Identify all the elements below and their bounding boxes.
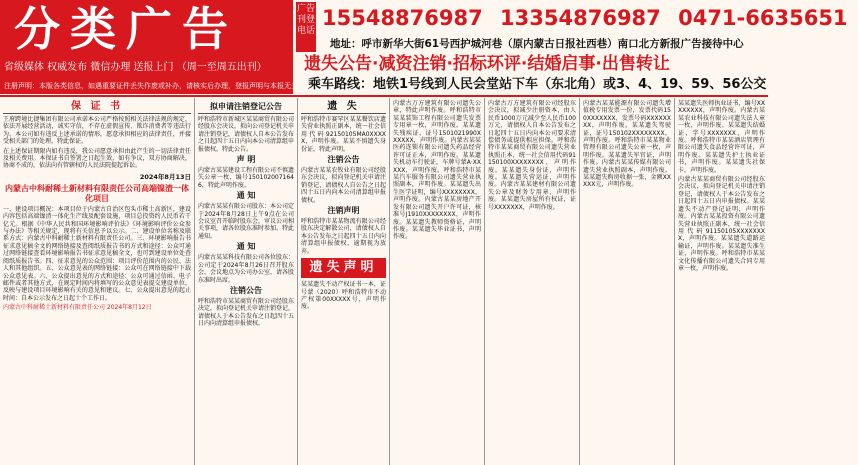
phone-number-1[interactable]: 15548876987	[322, 6, 483, 30]
notice-text: 内蒙古某某能源有限公司遗失增值税专用发票一份，发票代码150XXXXXXX，发票号码XXXXXXXX，声明作废。某某遗失驾驶证，证号150102XXXXXXXX，声明作废。呼和浩特市某某物业管理有限公司遗失公章一枚，声明作废。某某遗失军官证，声明作废。内蒙古某某传媒有限公司遗失营业执照副本，声明作废。某某遗失购房收据一张，金额XXXXX元，声明作废。	[583, 100, 671, 189]
section-heading: 注销公告	[230, 285, 262, 295]
service-banner: 遗失公告·减资注销·招标环评·结婚启事·出售转让	[304, 54, 670, 74]
lost-banner	[301, 258, 386, 278]
notice-text: 呼和浩特市新城区某某商贸有限公司经股东会决议，拟向公司登记机关申请注销登记，请债权人自本公告发布之日起四十五日内向本公司清算组申报债权。特此公告。	[198, 116, 295, 153]
column-notices-5	[485, 98, 580, 465]
section-heading: 通 知	[236, 191, 256, 201]
column-deregistration	[195, 98, 298, 465]
section-heading: 保 证 书	[3, 100, 191, 114]
hotline-tag: 广告刊登电话	[296, 2, 316, 52]
column-notices-7	[675, 98, 768, 465]
section-heading: 通 知	[236, 242, 256, 252]
notice-text: 一、建设项目概况：本项目位于内蒙古自治区包头市稀土高新区，建设内容包括高端镍渣一体化生产线及配套设施，项目总投资约人民币若干亿元。根据《中华人民共和国环境影响评价法》《环境影响评价公众参与办法》等相关规定，现将有关信息予以公示。二、建设单位名称及联系方式：内蒙古中科耐稀土新材料有限责任公司。三、环境影响报告书征求意见稿全文的网络链接及查阅纸质报告书的方式和途径：公众可通过网络链接查看环境影响报告书征求意见稿全文，也可到建设单位处查阅纸质报告书。四、征求意见的公众范围：项目评价范围内的公民、法人和其他组织。五、公众意见表的网络链接：公众可在网络链接中下载公众意见表。六、公众提出意见的方式和途径：公众可通过信函、电子邮件或者其他方式，在规定时间内将填写的公众意见表提交建设单位，反映与建设项目环境影响有关的意见和建议。七、公众提出意见的起止时间：自本公示发布之日起十个工作日。	[3, 205, 191, 302]
address: 地址：呼市新华大街61号西护城河巷（原内蒙古日报社西巷）南口北方新报广告接待中心	[330, 38, 744, 50]
section-heading: 声 明	[236, 155, 256, 165]
divider	[0, 95, 768, 97]
notice-text: 内蒙古某某科技有限公司各位股东：公司定于2024年8月26日召开股东会，会议地点为公司办公室，请各股东准时出席。	[198, 254, 295, 284]
phone-numbers	[322, 6, 858, 30]
section-heading: 注销公告	[327, 155, 360, 165]
brand-note: 注册声明：本版各类信息，如遇重要证件丢失作废或补办，请核实后办理，登报声明与本报无关。	[0, 78, 293, 94]
ad-columns	[0, 98, 768, 465]
phone-number-3[interactable]: 0471-6635651	[678, 6, 848, 30]
column-notices-6	[580, 98, 675, 465]
brand-box	[0, 0, 293, 78]
notice-date: 2024年8月13日	[139, 172, 191, 181]
notice-text: 内蒙古某某建设工程有限公司不慎遗失公章一枚，编号1501020071646，特此声明作废。	[198, 167, 295, 189]
masthead	[0, 0, 848, 113]
section-heading: 遗 失	[301, 100, 386, 114]
lost-statement-banner: 遗失声明	[301, 258, 386, 278]
brand-slogan: 省级媒体 权威发布 微信办理 送报上门 （周一至周五出刊）	[4, 62, 267, 73]
notice-text: 在上述保证期限内如有违反，我公司愿意承担由此产生的一切法律责任及相关费用。本保证书自签署之日起生效，如有争议，双方协商解决，协商不成的，依法向有管辖权的人民法院提起诉讼。	[3, 147, 191, 170]
notice-text: 内蒙古万方建筑有限公司遗失公章，特此声明作废。呼和浩特市某某装饰工程有限公司遗失发票专用章一枚，声明作废。某某遗失残疾证，证号1501021990XXXXXX，声明作废。内蒙古某某医药连锁有限公司遗失药品经营许可证正本，声明作废。某某遗失机动车行驶证，车牌号蒙A·XXXXX，声明作废。呼和浩特市某某汽车服务有限公司遗失营业执照副本，声明作废。某某遗失出生医学证明，编号XXXXXXXX，声明作废。内蒙古某某房地产开发有限公司遗失开户许可证，核准号J1910XXXXXXXX，声明作废。某某遗失教师资格证，声明作废。某某遗失毕业证书，声明作废。	[393, 100, 481, 241]
column-lost	[298, 98, 390, 465]
notice-text: 某某遗失医师执业证书，编号XXXXXXXX，声明作废。内蒙古某某农业科技有限公司遗失法人章一枚，声明作废。某某遗失结婚证，字号XXXXXXX，声明作废。呼和浩特市某某酒店管理有限公司遗失食品经营许可证，声明作废。某某遗失护士执业证书，声明作废。某某遗失社保卡，声明作废。	[678, 100, 765, 174]
route-info: 乘车路线：地铁1号线到人民会堂站下车（东北角）或3、4、19、59、56公交	[308, 77, 767, 92]
column-guarantee	[0, 98, 195, 465]
notice-text: 王府跨境比捷集团有限公司承诺本公司严格按照相关法律法规的规定，依法开展经营活动，诚实守信，不存在虚假宣传、欺诈消费者等违法行为。本公司如有违反上述承诺的情形，愿意承担相应的法律责任，并接受相关部门的处理。特此保证。	[3, 116, 191, 146]
notice-text: 内蒙古万方建筑有限公司经股东会决议，拟减少注册资本，由人民币1000万元减少至人民币100万元，请债权人自本公告发布之日起四十五日内向本公司要求清偿债务或提供相应担保。呼和浩特市某某商贸有限公司遗失营业执照正本，统一社会信用代码91150100XXXXXXXX，声明作废。某某遗失身份证，声明作废。某某遗失营运证，声明作废。内蒙古某某建材有限公司遗失公章及财务专用章，声明作废。某某遗失房屋所有权证，证号XXXXXXX，声明作废。	[488, 100, 576, 211]
section-heading: 拟申请注销登记公告	[198, 100, 294, 114]
notice-text: 某某遗失不动产权证书一本，证号蒙（2020）呼和浩特市不动产权第00XXXXX号，声明作废。	[301, 281, 386, 311]
notice-text: 内蒙古某某有限公司股东：本公司定于2024年8月28日上午9点在公司会议室召开临时股东会，审议公司相关事项，请各位股东准时参加。特此通知。	[198, 203, 295, 240]
column-notices-4	[390, 98, 485, 465]
notice-text: 呼和浩特市某某商贸有限公司经股东决定，拟向登记机关申请注销登记，请债权人于本公告发布之日起四十五日内向清算组申报债权。	[198, 297, 295, 328]
page-title: 分类广告	[14, 2, 238, 56]
notice-footer: 内蒙古中科耐稀土新材料有限责任公司 2024年8月12日	[3, 304, 152, 312]
section-heading: 内蒙古中科耐稀土新材料有限责任公司高端镍渣一体化项目	[5, 183, 189, 203]
notice-text: 呼和浩特市赛罕区某某餐饮店遗失营业执照正副本，统一社会信用代码92150105MA0XXXXX，声明作废。某某不慎遗失身份证，特此声明。	[301, 116, 386, 153]
notice-text: 内蒙古某某商贸有限公司经股东会决议，拟向登记机关申请注销登记，请债权人于本公告发布之日起四十五日内申报债权。某某遗失不动产登记证明，声明作废。内蒙古某某投资有限公司遗失营业执照正副本，统一社会信用代码91150105XXXXXXXX，声明作废。某某遗失道路运输证，声明作废。某某遗失准生证，声明作废。呼和浩特市某某文化传播有限公司遗失合同专用章一枚，声明作废。	[678, 176, 765, 272]
notice-text: 内蒙古某某农牧业有限公司经股东会决议，拟向登记机关申请注销登记，请债权人自公告之日起四十五日内向本公司清算组申报债权。	[301, 167, 386, 204]
notice-text: 呼和浩特市某某物流有限公司经股东决定解散公司，请债权人自本公告发布之日起四十五日内向清算组申报债权，逾期视为放弃。	[301, 218, 386, 255]
section-heading: 注销声明	[327, 206, 360, 216]
phone-number-2[interactable]: 13354876987	[500, 6, 661, 30]
